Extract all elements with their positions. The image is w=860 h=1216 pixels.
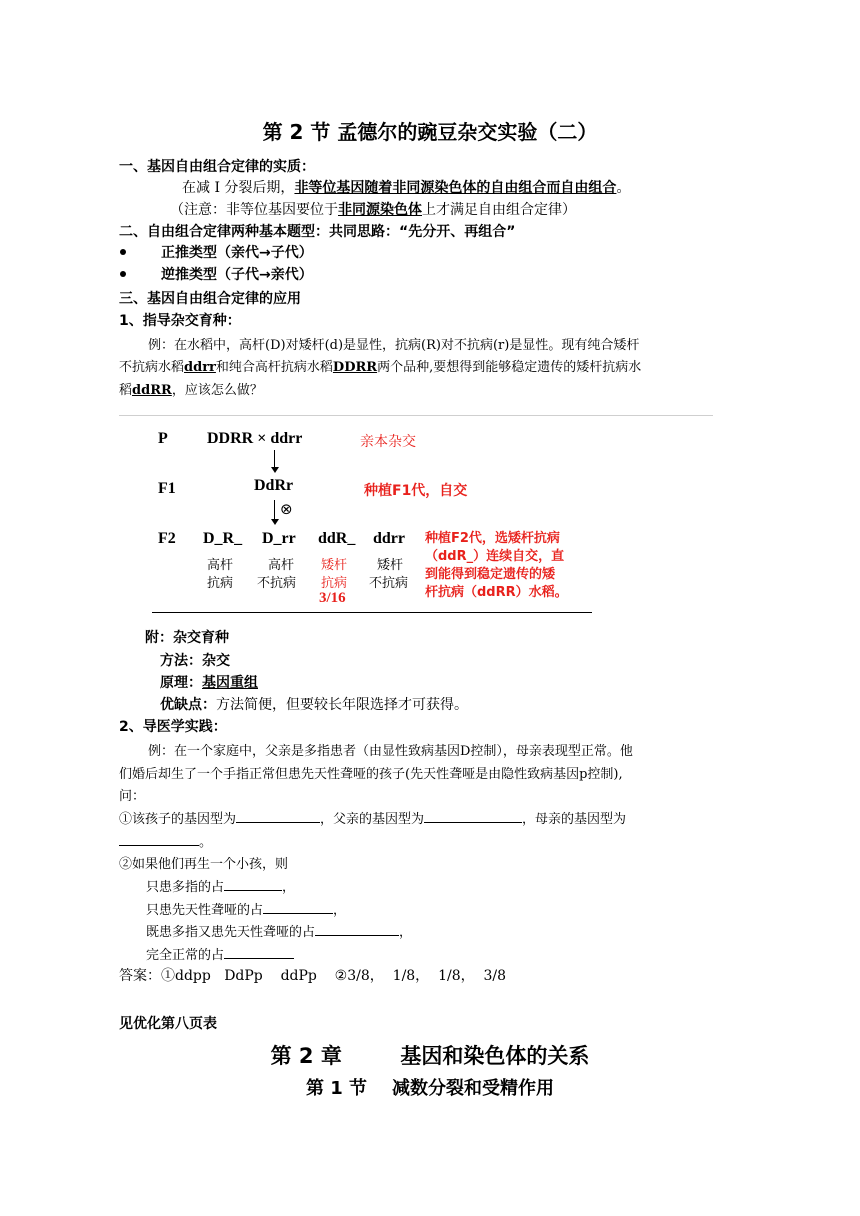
- f2-phenotype: 抗病: [321, 576, 348, 591]
- f1-genotype: DdRr: [254, 477, 294, 494]
- question-2-item: [146, 944, 294, 963]
- bullet-icon: [120, 249, 126, 255]
- genotype-text: DDRR: [332, 360, 378, 375]
- parent-note: 亲本杂交: [360, 434, 416, 450]
- page-title: 第 2 节 孟德尔的豌豆杂交实验（二）: [262, 120, 598, 144]
- f2-phenotype: 不抗病: [257, 576, 297, 591]
- f2-genotype: D_R_: [203, 530, 243, 547]
- f2-note-line: （ddR_）连续自交，直: [425, 549, 565, 564]
- answer-blank[interactable]: [119, 832, 199, 846]
- text: ，应该怎么做？: [171, 383, 263, 398]
- text: 既患多指又患先天性聋哑的占: [146, 925, 316, 940]
- text: ，: [282, 880, 296, 895]
- answer-blank[interactable]: [263, 900, 333, 914]
- text: ①该孩子的基因型为: [119, 812, 237, 827]
- f2-phenotype: 不抗病: [369, 576, 409, 591]
- emphasis-text: 非等位基因随着非同源染色体的自由组合而自由组合: [294, 180, 617, 196]
- text: 不抗病水稻: [119, 360, 185, 375]
- section-2-heading: 二、自由组合定律两种基本题型：共同思路：“先分开、再组合”: [119, 224, 516, 240]
- text: 。: [616, 180, 631, 196]
- section-1-note: [170, 199, 576, 219]
- value: 基因重组: [202, 675, 258, 691]
- generation-label-f2: F2: [158, 530, 176, 547]
- f2-genotype: ddR_: [318, 530, 356, 547]
- text: 在减 I 分裂后期，: [182, 180, 295, 196]
- question-2-item: [146, 876, 295, 895]
- text: 两个品种,要想得到能够稳定遗传的矮杆抗病水: [377, 360, 642, 375]
- answer-blank[interactable]: [224, 945, 294, 959]
- section-title: 第 1 节 减数分裂和受精作用: [305, 1078, 555, 1099]
- diagram-baseline: [152, 612, 592, 613]
- text: 完全正常的占: [146, 948, 225, 963]
- text: 只患多指的占: [146, 880, 225, 895]
- appendix-principle: [160, 672, 258, 692]
- example-line: [119, 379, 263, 398]
- list-item: 正推类型（亲代→子代）: [161, 245, 313, 261]
- f1-note: 种植F1代，自交: [364, 483, 468, 499]
- question-1: [119, 808, 626, 827]
- f2-ratio: 3/16: [319, 590, 346, 606]
- f2-phenotype: 高杆: [268, 558, 295, 573]
- list-item: 逆推类型（子代→亲代）: [161, 267, 313, 283]
- appendix-heading: 附：杂交育种: [145, 630, 229, 646]
- answer-blank[interactable]: [424, 809, 522, 823]
- answer-line: 答案：①ddpp DdPp ddPp ②3/8， 1/8， 1/8， 3/8: [119, 968, 507, 984]
- question-1-cont: [119, 831, 212, 850]
- label: 优缺点：: [160, 697, 216, 713]
- question-2-item: [146, 921, 412, 940]
- label: 原理：: [160, 675, 202, 691]
- example-line: [119, 356, 641, 375]
- appendix-method: [160, 650, 230, 670]
- generation-label-p: P: [158, 430, 168, 447]
- arrow-down-icon: [271, 519, 279, 525]
- text: 只患先天性聋哑的占: [146, 903, 264, 918]
- example-line: 们婚后却生了一个手指正常但患先天性聋哑的孩子(先天性聋哑是由隐性致病基因p控制),: [119, 767, 623, 782]
- value: 杂交: [202, 653, 230, 669]
- f2-note-line: 种植F2代，选矮杆抗病: [425, 531, 560, 546]
- f2-phenotype: 高杆: [207, 558, 234, 573]
- text: （注意：非等位基因要位于: [170, 202, 338, 218]
- reference-note: 见优化第八页表: [119, 1016, 217, 1032]
- f2-note: [425, 530, 568, 602]
- example-line: 例：在水稻中，高杆(D)对矮杆(d)是显性，抗病(R)对不抗病(r)是显性。现有纯合矮杆: [148, 338, 640, 353]
- chapter-title: 第 2 章 基因和染色体的关系: [270, 1044, 590, 1068]
- f2-genotype: D_rr: [262, 530, 296, 547]
- f2-phenotype: 抗病: [207, 576, 234, 591]
- example-line: 例：在一个家庭中，父亲是多指患者（由显性致病基因D控制），母亲表现型正常。他: [148, 744, 633, 759]
- answer-blank[interactable]: [224, 877, 282, 891]
- self-cross-icon: ⊗: [280, 500, 293, 518]
- question-2-item: [146, 899, 346, 918]
- genotype-text: ddrr: [184, 360, 216, 375]
- parent-cross: DDRR × ddrr: [207, 430, 303, 447]
- text: 和纯合高杆抗病水稻: [215, 360, 333, 375]
- arrow-down-icon: [271, 467, 279, 473]
- genotype-text: ddRR: [132, 383, 172, 398]
- subsection-1-heading: 1、指导杂交育种：: [119, 313, 241, 329]
- text: ，母亲的基因型为: [522, 812, 627, 827]
- text: 稻: [119, 383, 133, 398]
- text: ，: [399, 925, 413, 940]
- subsection-2-heading: 2、导医学实践：: [119, 719, 227, 735]
- text: ，: [333, 903, 347, 918]
- f2-phenotype: 矮杆: [377, 558, 404, 573]
- divider: [119, 415, 713, 416]
- text: ，父亲的基因型为: [320, 812, 425, 827]
- section-3-heading: 三、基因自由组合定律的应用: [119, 291, 301, 307]
- bullet-icon: [120, 271, 126, 277]
- generation-label-f1: F1: [158, 480, 176, 497]
- label: 方法：: [160, 653, 202, 669]
- appendix-pros: [160, 694, 468, 714]
- answer-blank[interactable]: [315, 922, 399, 936]
- text: 。: [199, 835, 213, 850]
- section-1-line: [182, 177, 630, 197]
- f2-genotype: ddrr: [373, 530, 405, 547]
- f2-note-line: 杆抗病（ddRR）水稻。: [425, 585, 568, 600]
- f2-note-line: 到能得到稳定遗传的矮: [425, 567, 556, 582]
- question-2: ②如果他们再生一个小孩，则: [119, 857, 289, 872]
- text: 上才满足自由组合定律）: [422, 202, 576, 218]
- emphasis-text: 非同源染色体: [338, 202, 422, 218]
- value: 方法简便，但要较长年限选择才可获得。: [216, 697, 468, 713]
- answer-blank[interactable]: [236, 809, 320, 823]
- section-1-heading: 一、基因自由组合定律的实质：: [119, 159, 315, 175]
- example-line: 问：: [119, 789, 146, 804]
- f2-phenotype: 矮杆: [321, 558, 348, 573]
